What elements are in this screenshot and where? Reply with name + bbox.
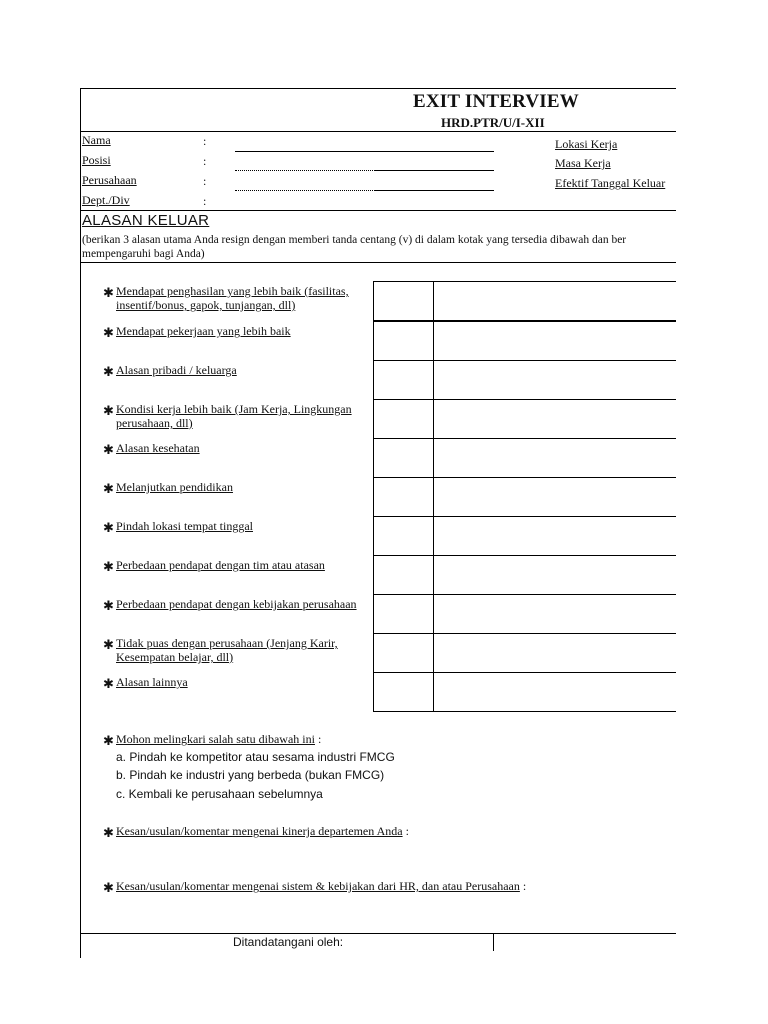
label-efektif-tanggal-keluar: Efektif Tanggal Keluar xyxy=(555,176,666,190)
reason-rank-cell[interactable] xyxy=(433,438,676,478)
reason-label-line2: insentif/bonus, gapok, tunjangan, dll) xyxy=(116,298,296,312)
label-nama: Nama xyxy=(82,133,111,147)
section-title: ALASAN KELUAR xyxy=(82,212,210,229)
label-posisi: Posisi xyxy=(82,153,111,167)
reason-rank-cell[interactable] xyxy=(433,281,676,321)
top-border xyxy=(81,88,676,89)
signature-column-divider xyxy=(493,933,494,951)
reason-label: Mendapat penghasilan yang lebih baik (fasilitas, xyxy=(116,284,349,298)
circle-question-suffix: : xyxy=(314,732,322,746)
bullet-star-icon: ✱ xyxy=(103,364,114,379)
comment-hr-text: Kesan/usulan/komentar mengenai sistem & kebijakan dari HR, dan atau Perusahaan xyxy=(116,879,520,893)
bullet-star-icon: ✱ xyxy=(103,325,114,340)
reason-label: Tidak puas dengan perusahaan (Jenjang Karir, xyxy=(116,636,338,650)
posisi-field[interactable] xyxy=(375,170,494,171)
bullet-star-icon: ✱ xyxy=(103,520,114,535)
label-dept-div: Dept./Div xyxy=(82,193,130,207)
reason-checkbox[interactable] xyxy=(373,438,434,478)
reason-rank-cell[interactable] xyxy=(433,516,676,556)
reason-label: Alasan pribadi / keluarga xyxy=(116,363,237,377)
reason-label: Melanjutkan pendidikan xyxy=(116,480,233,494)
reason-checkbox[interactable] xyxy=(373,594,434,634)
perusahaan-field[interactable] xyxy=(375,190,494,191)
option-a[interactable]: a. Pindah ke kompetitor atau sesama industri FMCG xyxy=(116,750,395,764)
signature-divider xyxy=(81,933,676,934)
bullet-star-icon: ✱ xyxy=(103,637,114,652)
option-c[interactable]: c. Kembali ke perusahaan sebelumnya xyxy=(116,787,323,801)
nama-field[interactable] xyxy=(235,151,494,152)
reason-checkbox[interactable] xyxy=(373,633,434,673)
comment-hr-suffix: : xyxy=(519,879,527,893)
instruction-line-1: (berikan 3 alasan utama Anda resign dengan memberi tanda centang (v) di dalam kotak yang tersedia dibawah dan ber xyxy=(82,234,627,246)
comment-department-text: Kesan/usulan/komentar mengenai kinerja departemen Anda xyxy=(116,824,403,838)
reason-label: Pindah lokasi tempat tinggal xyxy=(116,519,253,533)
instruction-text xyxy=(82,233,692,261)
reason-label: Perbedaan pendapat dengan kebijakan perusahaan xyxy=(116,597,357,611)
reason-rank-cell[interactable] xyxy=(433,321,676,361)
bullet-star-icon: ✱ xyxy=(103,598,114,613)
reason-rank-cell[interactable] xyxy=(433,672,676,712)
label-masa-kerja: Masa Kerja xyxy=(555,156,611,170)
header-divider xyxy=(81,131,676,132)
bullet-star-icon: ✱ xyxy=(103,825,114,840)
form-title: EXIT INTERVIEW xyxy=(413,91,579,112)
colon-dept-div: : xyxy=(203,194,207,208)
bullet-star-icon: ✱ xyxy=(103,559,114,574)
bullet-star-icon: ✱ xyxy=(103,733,114,748)
comment-department-suffix: : xyxy=(402,824,409,838)
reason-checkbox[interactable] xyxy=(373,281,434,321)
colon-nama: : xyxy=(203,134,207,148)
bullet-star-icon: ✱ xyxy=(103,880,114,895)
reason-rank-cell[interactable] xyxy=(433,360,676,400)
exit-interview-form xyxy=(80,88,676,958)
instruction-line-2: mempengaruhi bagi Anda) xyxy=(82,248,205,260)
bullet-star-icon: ✱ xyxy=(103,481,114,496)
reason-label-line2: Kesempatan belajar, dll) xyxy=(116,650,234,664)
reason-label: Mendapat pekerjaan yang lebih baik xyxy=(116,324,291,338)
signature-label: Ditandatangani oleh: xyxy=(233,935,344,949)
reason-label: Alasan lainnya xyxy=(116,675,188,689)
bullet-star-icon: ✱ xyxy=(103,403,114,418)
reason-label: Kondisi kerja lebih baik (Jam Kerja, Lingkungan xyxy=(116,402,352,416)
reason-rank-cell[interactable] xyxy=(433,633,676,673)
reason-checkbox[interactable] xyxy=(373,360,434,400)
reason-checkbox[interactable] xyxy=(373,672,434,712)
reason-rank-cell[interactable] xyxy=(433,594,676,634)
circle-question-text: Mohon melingkari salah satu dibawah ini xyxy=(116,732,315,746)
reason-checkbox[interactable] xyxy=(373,555,434,595)
instruction-divider xyxy=(81,262,676,263)
reason-checkbox[interactable] xyxy=(373,516,434,556)
reason-label: Perbedaan pendapat dengan tim atau atasan xyxy=(116,558,325,572)
reason-label-line2: perusahaan, dll) xyxy=(116,416,193,430)
option-b[interactable]: b. Pindah ke industri yang berbeda (bukan FMCG) xyxy=(116,768,385,782)
colon-posisi: : xyxy=(203,154,207,168)
form-code: HRD.PTR/U/I-XII xyxy=(441,115,545,130)
reason-checkbox[interactable] xyxy=(373,477,434,517)
reason-checkbox[interactable] xyxy=(373,321,434,361)
posisi-field-dotted[interactable] xyxy=(235,170,375,171)
reason-rank-cell[interactable] xyxy=(433,555,676,595)
colon-perusahaan: : xyxy=(203,174,207,188)
label-perusahaan: Perusahaan xyxy=(82,173,137,187)
label-lokasi-kerja: Lokasi Kerja xyxy=(555,137,618,151)
bullet-star-icon: ✱ xyxy=(103,676,114,691)
reason-rank-cell[interactable] xyxy=(433,477,676,517)
bullet-star-icon: ✱ xyxy=(103,285,114,300)
section-divider xyxy=(81,210,676,211)
bullet-star-icon: ✱ xyxy=(103,442,114,457)
perusahaan-field-dotted[interactable] xyxy=(235,190,375,191)
reason-checkbox[interactable] xyxy=(373,399,434,439)
reason-rank-cell[interactable] xyxy=(433,399,676,439)
reason-label: Alasan kesehatan xyxy=(116,441,200,455)
